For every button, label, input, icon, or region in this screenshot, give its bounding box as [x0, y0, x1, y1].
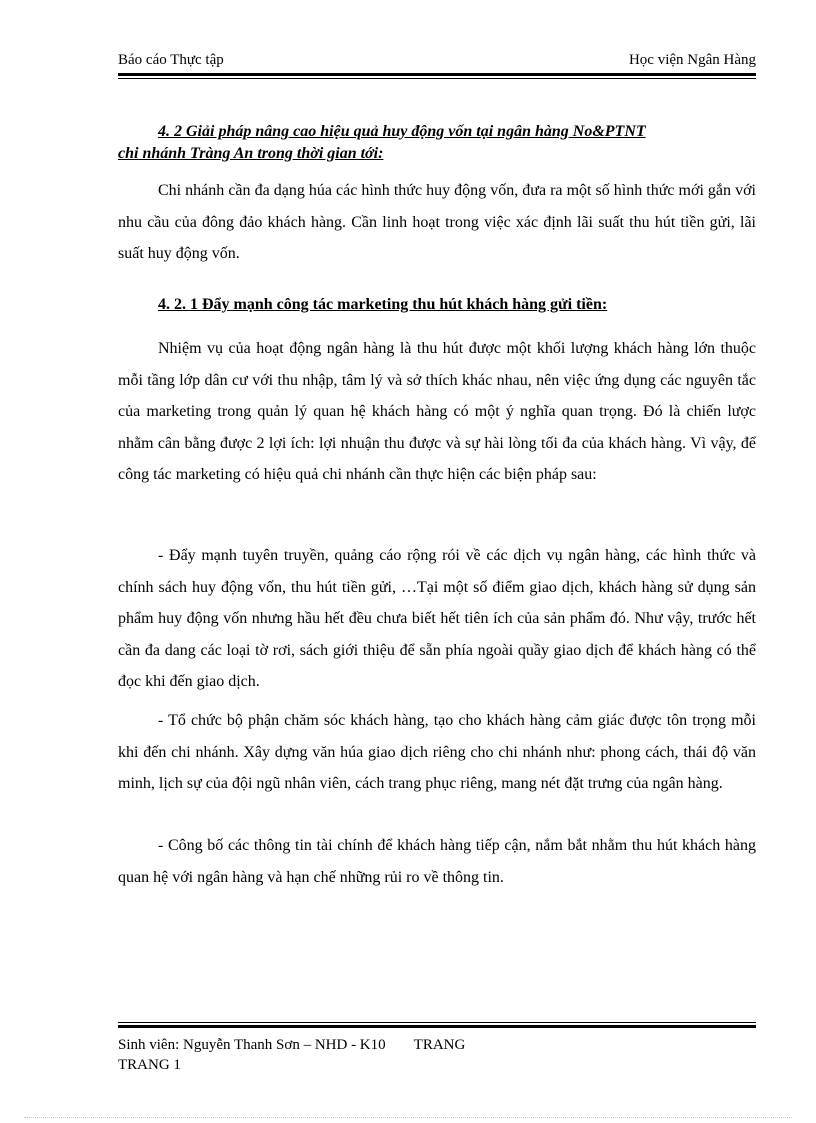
- subsection-title: 4. 2. 1 Đẩy mạnh công tác marketing thu hút khách hàng gửi tiền:: [158, 296, 608, 313]
- footer-page-number: TRANG 1: [118, 1057, 181, 1073]
- header-rule-thick: [118, 73, 756, 76]
- page-edge-divider: [24, 1117, 792, 1118]
- footer-text: [118, 1035, 756, 1075]
- bullet-item: - Công bố các thông tin tài chính để khách hàng tiếp cận, nắm bắt nhằm thu hút khách hàng quan hệ với ngân hàng và hạn chế những rủi ro về thông tin.: [118, 837, 756, 886]
- header-bar: [118, 52, 756, 74]
- header-rule-thin: [118, 78, 756, 79]
- footer-rule-thin: [118, 1022, 756, 1023]
- footer-student: Sinh viên: Nguyễn Thanh Sơn – NHD - K10: [118, 1037, 386, 1053]
- paragraph-intro: Chi nhánh cần đa dạng húa các hình thức huy động vốn, đưa ra một số hình thức mới gắn với nhu cầu của đông đảo khách hàng. Cần linh hoạt trong việc xác định lãi suất thu hút tiền gửi, lãi suất huy động vốn.: [118, 182, 756, 263]
- section-title: [118, 121, 756, 165]
- bullet-item: - Tổ chức bộ phận chăm sóc khách hàng, tạo cho khách hàng cảm giác được tôn trọng mỗi khi đến chi nhánh. Xây dựng văn húa giao dịch riêng cho chi nhánh như: phong cách, thái độ văn minh, lịch sự của đội ngũ nhân viên, cách trang phục riêng, mang nét đặt trưng của ngân hàng.: [118, 712, 756, 793]
- bullet-item: - Đẩy mạnh tuyên truyền, quảng cáo rộng rói về các dịch vụ ngân hàng, các hình thức và chính sách huy động vốn, thu hút tiền gửi, …Tại một số điểm giao dịch, khách hàng sử dụng sản phẩm huy động vốn nhưng hầu hết đều chưa biết hết tiên ích của sản phẩm đó. Như vậy, trước hết cần đa dang các loại tờ rơi, sách giới thiệu để sẵn phía ngoài quầy giao dịch để khách hàng có thể đọc khi đến giao dịch.: [118, 547, 756, 691]
- section-title-line2: chi nhánh Tràng An trong thời gian tới:: [118, 145, 384, 162]
- header-left-title: Báo cáo Thực tập: [118, 52, 224, 68]
- paragraph-marketing: Nhiệm vụ của hoạt động ngân hàng là thu hút được một khối lượng khách hàng lớn thuộc mỗi tầng lớp dân cư với thu nhập, tâm lý và sở thích khác nhau, nên việc ứng dụng các nguyên tắc của marketing trong quản lý quan hệ khách hàng có một ý nghĩa quan trọng. Đó là chiến lược nhằm cân bằng được 2 lợi ích: lợi nhuận thu được và sự hài lòng tối đa của khách hàng. Vì vậy, để công tác marketing có hiệu quả chi nhánh cần thực hiện các biện pháp sau:: [118, 340, 756, 484]
- section-title-line1: 4. 2 Giải pháp nâng cao hiệu quả huy động vốn tại ngân hàng No&PTNT: [158, 123, 646, 140]
- footer-rule-thick: [118, 1025, 756, 1028]
- header-right-title: Học viện Ngân Hàng: [628, 52, 756, 68]
- footer-trang: TRANG: [413, 1037, 466, 1053]
